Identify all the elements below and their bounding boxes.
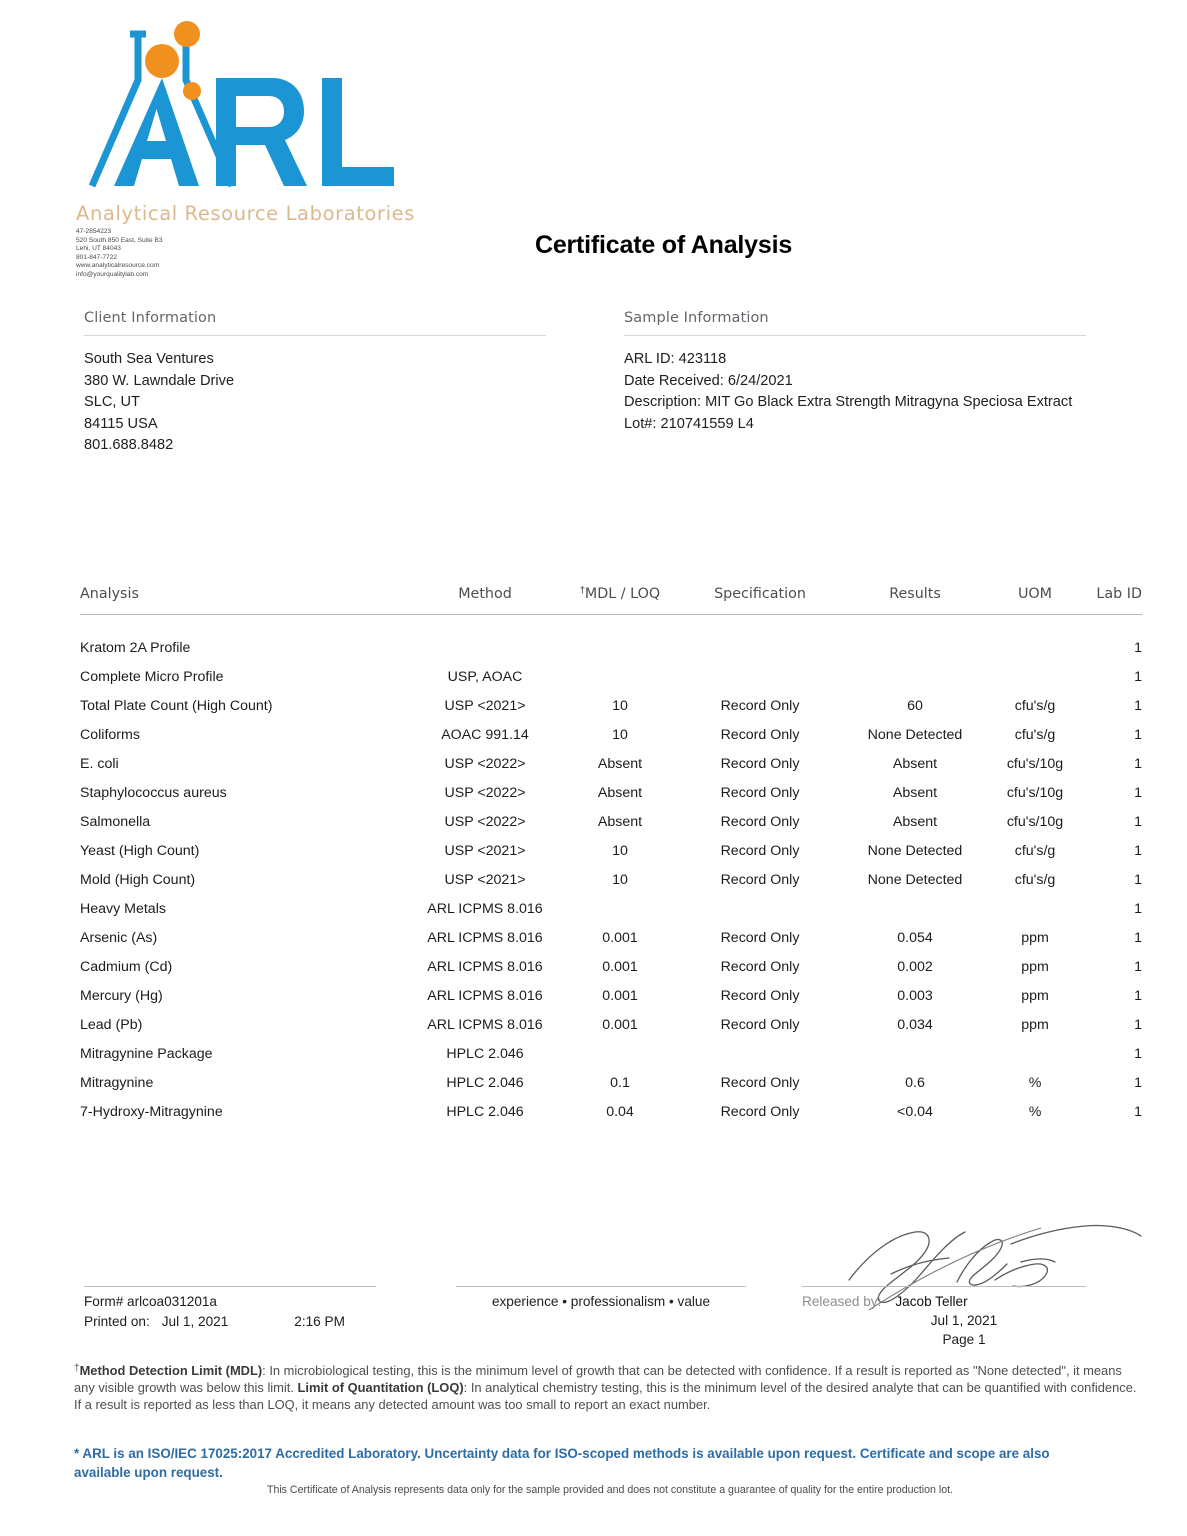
cell-results: 0.002 — [897, 958, 933, 975]
cell-results: 0.034 — [897, 1016, 933, 1033]
cell-uom: cfu's/g — [1014, 697, 1056, 714]
footer-release-block — [802, 1286, 1086, 1347]
cell-lab-id: 1 — [1134, 697, 1142, 714]
page-number: Page 1 — [942, 1332, 986, 1347]
results-table-body — [80, 615, 1142, 1127]
cell-method: AOAC 991.14 — [441, 726, 529, 743]
column-header-uom: UOM — [990, 585, 1080, 615]
table-row — [80, 865, 1142, 894]
cell-uom: ppm — [1021, 929, 1049, 946]
footer-release-divider — [802, 1286, 1086, 1287]
cell-specification: Record Only — [720, 697, 800, 714]
cell-results: None Detected — [867, 726, 963, 743]
cell-results: None Detected — [867, 842, 963, 859]
cell-uom: cfu's/g — [1014, 871, 1056, 888]
client-information-body — [84, 336, 546, 457]
client-phone: 801.688.8482 — [84, 437, 174, 453]
cell-analysis: Mitragynine Package — [80, 1045, 213, 1062]
cell-mdl-loq: 0.001 — [602, 1016, 638, 1033]
column-header-mdl-loq-text: MDL / LOQ — [584, 586, 661, 602]
cell-method: HPLC 2.046 — [446, 1074, 524, 1091]
cell-lab-id: 1 — [1134, 1074, 1142, 1091]
table-row — [80, 691, 1142, 720]
client-information-panel — [84, 310, 546, 457]
cell-mdl-loq: 0.001 — [602, 958, 638, 975]
cell-mdl-loq — [560, 1039, 680, 1068]
sample-information-heading: Sample Information — [624, 310, 1086, 336]
footer-form-block — [84, 1286, 376, 1329]
cell-specification: Record Only — [720, 1103, 800, 1120]
cell-mdl-loq — [560, 615, 680, 663]
table-row — [80, 836, 1142, 865]
cell-mdl-loq: 10 — [612, 842, 628, 859]
cell-specification — [680, 662, 840, 691]
cell-uom: ppm — [1021, 987, 1049, 1004]
cell-specification: Record Only — [720, 842, 800, 859]
cell-mdl-loq: 0.001 — [602, 987, 638, 1004]
cell-lab-id: 1 — [1134, 871, 1142, 888]
cell-uom: cfu's/10g — [1006, 813, 1064, 830]
logo-tagline: Analytical Resource Laboratories — [76, 202, 416, 225]
cell-results: Absent — [892, 813, 938, 830]
client-street: 380 W. Lawndale Drive — [84, 372, 235, 389]
cell-method: ARL ICPMS 8.016 — [427, 958, 543, 975]
cell-analysis: Mitragynine — [80, 1074, 154, 1091]
results-table-header — [80, 585, 1142, 615]
cell-method: USP <2021> — [444, 697, 526, 714]
released-by-row — [802, 1294, 1086, 1309]
legal-definitions — [74, 1360, 1146, 1414]
cell-results — [840, 894, 990, 923]
cell-specification: Record Only — [720, 813, 800, 830]
table-row — [80, 981, 1142, 1010]
bubble-icon-3 — [183, 82, 201, 100]
cell-uom: % — [1028, 1074, 1042, 1091]
cell-specification: Record Only — [720, 1074, 800, 1091]
table-row — [80, 778, 1142, 807]
cell-analysis: E. coli — [80, 755, 119, 772]
address-line-1: 47-2854223 — [76, 228, 112, 235]
cell-method: USP <2022> — [444, 784, 526, 801]
cell-specification — [680, 894, 840, 923]
address-line-2: 520 South 850 East, Suite B3 — [76, 236, 163, 244]
address-email: info@yourqualitylab.com — [76, 270, 149, 278]
column-header-lab-id: Lab ID — [1080, 585, 1142, 615]
cell-results: Absent — [892, 755, 938, 772]
cell-analysis: Yeast (High Count) — [80, 842, 200, 859]
client-name: South Sea Ventures — [84, 351, 214, 367]
cell-lab-id: 1 — [1134, 1045, 1142, 1062]
mdl-definition: : In microbiological testing, this is the minimum level of growth that can be detected with confidence. If a result is reported as "None detected", it means any visible growth was below this limit. — [74, 1363, 1122, 1396]
cell-specification: Record Only — [720, 929, 800, 946]
cell-analysis: Salmonella — [80, 813, 151, 830]
table-row — [80, 662, 1142, 691]
cell-uom: cfu's/10g — [1006, 784, 1064, 801]
client-information-heading: Client Information — [84, 310, 546, 336]
sample-arl-id: ARL ID: 423118 — [624, 351, 727, 367]
cell-analysis: Mercury (Hg) — [80, 987, 163, 1004]
table-row — [80, 615, 1142, 663]
printed-on-time: 2:16 PM — [294, 1314, 345, 1329]
cell-uom — [990, 894, 1080, 923]
cell-specification: Record Only — [720, 1016, 800, 1033]
cell-specification: Record Only — [720, 958, 800, 975]
cell-mdl-loq: 10 — [612, 697, 628, 714]
table-row — [80, 807, 1142, 836]
footer-form-divider — [84, 1286, 376, 1287]
printed-on-date: Jul 1, 2021 — [161, 1314, 229, 1329]
sample-lot-number: Lot#: 210741559 L4 — [624, 415, 754, 432]
cell-lab-id: 1 — [1134, 784, 1142, 801]
table-row — [80, 749, 1142, 778]
loq-term: Limit of Quantitation (LOQ) — [297, 1380, 464, 1396]
cell-results: <0.04 — [897, 1103, 933, 1120]
form-number: Form# arlcoa031201a — [84, 1294, 217, 1309]
cell-lab-id: 1 — [1134, 639, 1142, 656]
sample-description: Description: MIT Go Black Extra Strength Mitragyna Speciosa Extract — [624, 394, 1073, 410]
page-title: Certificate of Analysis — [534, 231, 793, 259]
cell-analysis: Total Plate Count (High Count) — [80, 697, 273, 714]
cell-lab-id: 1 — [1134, 755, 1142, 772]
table-row — [80, 1068, 1142, 1097]
cell-analysis: Kratom 2A Profile — [80, 639, 191, 656]
cell-method — [410, 615, 560, 663]
cell-lab-id: 1 — [1134, 813, 1142, 830]
cell-specification: Record Only — [720, 755, 800, 772]
cell-mdl-loq — [560, 662, 680, 691]
footer-motto-block — [456, 1286, 746, 1309]
cell-lab-id: 1 — [1134, 1103, 1142, 1120]
cell-mdl-loq: 10 — [612, 871, 628, 888]
cell-results: Absent — [892, 784, 938, 801]
production-lot-note: This Certificate of Analysis represents data only for the sample provided and does not constitute a guarantee of quality for the entire production lot. — [266, 1484, 954, 1496]
released-by-name: Jacob Teller — [895, 1294, 968, 1309]
cell-mdl-loq: Absent — [597, 755, 643, 772]
cell-specification — [680, 615, 840, 663]
cell-lab-id: 1 — [1134, 726, 1142, 743]
cell-results: 0.003 — [897, 987, 933, 1004]
printed-on-label: Printed on: — [84, 1314, 150, 1329]
cell-mdl-loq: 0.001 — [602, 929, 638, 946]
cell-analysis: Arsenic (As) — [80, 929, 158, 946]
results-table — [80, 585, 1142, 1126]
cell-method: USP, AOAC — [447, 668, 523, 685]
column-header-mdl-loq — [560, 585, 680, 615]
cell-results — [840, 615, 990, 663]
cell-analysis: Coliforms — [80, 726, 140, 743]
cell-method: USP <2021> — [444, 842, 526, 859]
column-header-analysis: Analysis — [80, 585, 410, 615]
cell-analysis: Cadmium (Cd) — [80, 958, 173, 975]
cell-specification: Record Only — [720, 987, 800, 1004]
address-website: www.analyticalresource.com — [76, 262, 160, 270]
cell-method: ARL ICPMS 8.016 — [427, 1016, 543, 1033]
cell-uom: ppm — [1021, 1016, 1049, 1033]
sample-information-panel — [624, 310, 1086, 435]
cell-lab-id: 1 — [1134, 900, 1142, 917]
column-header-results: Results — [840, 585, 990, 615]
cell-uom — [990, 1039, 1080, 1068]
table-header-row — [80, 585, 1142, 615]
printed-on-row — [84, 1314, 376, 1329]
released-date: Jul 1, 2021 — [930, 1313, 998, 1328]
legal-dagger-icon: † — [74, 1363, 80, 1374]
cell-method: HPLC 2.046 — [446, 1103, 524, 1120]
released-by-label: Released by: — [802, 1294, 882, 1309]
address-phone: 801-847-7722 — [76, 253, 118, 261]
cell-lab-id: 1 — [1134, 1016, 1142, 1033]
cell-method: ARL ICPMS 8.016 — [427, 929, 543, 946]
cell-method: ARL ICPMS 8.016 — [427, 987, 543, 1004]
cell-uom — [990, 615, 1080, 663]
cell-analysis: Lead (Pb) — [80, 1016, 143, 1033]
cell-results: 0.6 — [905, 1074, 925, 1091]
cell-lab-id: 1 — [1134, 842, 1142, 859]
column-header-specification: Specification — [680, 585, 840, 615]
cell-method: ARL ICPMS 8.016 — [427, 900, 543, 917]
cell-uom: % — [1028, 1103, 1042, 1120]
sample-information-body — [624, 336, 1086, 435]
cell-mdl-loq: 0.04 — [606, 1103, 634, 1120]
cell-mdl-loq — [560, 894, 680, 923]
cell-analysis: Heavy Metals — [80, 900, 166, 917]
cell-method: USP <2022> — [444, 813, 526, 830]
client-city-state: SLC, UT — [84, 394, 140, 410]
address-line-3: Lehi, UT 84043 — [76, 245, 121, 253]
loq-definition: : In analytical chemistry testing, this is the minimum level of the desired analyte that can be quantified with confidence. If a result is reported as less than LOQ, it means any detected amount was too small to report an exact number. — [74, 1380, 1137, 1413]
cell-results — [840, 662, 990, 691]
cell-specification — [680, 1039, 840, 1068]
cell-lab-id: 1 — [1134, 929, 1142, 946]
bubble-icon-2 — [145, 44, 179, 78]
cell-uom — [990, 662, 1080, 691]
cell-method: USP <2022> — [444, 755, 526, 772]
cell-method: USP <2021> — [444, 871, 526, 888]
company-motto: experience • professionalism • value — [491, 1294, 711, 1309]
cell-specification: Record Only — [720, 726, 800, 743]
cell-mdl-loq: 0.1 — [610, 1074, 630, 1091]
cell-results — [840, 1039, 990, 1068]
bubble-icon-1 — [174, 21, 200, 47]
cell-uom: ppm — [1021, 958, 1049, 975]
cell-specification: Record Only — [720, 784, 800, 801]
cell-uom: cfu's/10g — [1006, 755, 1064, 772]
table-row — [80, 720, 1142, 749]
column-header-method: Method — [410, 585, 560, 615]
cell-lab-id: 1 — [1134, 668, 1142, 685]
cell-mdl-loq: Absent — [597, 784, 643, 801]
cell-uom: cfu's/g — [1014, 842, 1056, 859]
cell-specification: Record Only — [720, 871, 800, 888]
cell-results: None Detected — [867, 871, 963, 888]
mdl-term: Method Detection Limit (MDL) — [79, 1363, 263, 1378]
cell-results: 60 — [907, 697, 923, 714]
table-row — [80, 1039, 1142, 1068]
cell-analysis: 7-Hydroxy-Mitragynine — [80, 1103, 223, 1120]
cell-method: HPLC 2.046 — [446, 1045, 524, 1062]
arl-wordmark-icon — [76, 18, 406, 208]
table-row — [80, 1097, 1142, 1126]
table-row — [80, 1010, 1142, 1039]
cell-analysis: Mold (High Count) — [80, 871, 196, 888]
arl-logo-mark — [76, 18, 406, 208]
table-row — [80, 923, 1142, 952]
sample-date-received: Date Received: 6/24/2021 — [624, 372, 793, 389]
cell-lab-id: 1 — [1134, 958, 1142, 975]
cell-mdl-loq: 10 — [612, 726, 628, 743]
client-zip-country: 84115 USA — [84, 415, 158, 432]
cell-results: 0.054 — [897, 929, 933, 946]
cell-analysis: Complete Micro Profile — [80, 668, 224, 685]
table-row — [80, 894, 1142, 923]
cell-mdl-loq: Absent — [597, 813, 643, 830]
footer-motto-divider — [456, 1286, 746, 1287]
cell-lab-id: 1 — [1134, 987, 1142, 1004]
cell-uom: cfu's/g — [1014, 726, 1056, 743]
dagger-icon: † — [579, 585, 585, 596]
table-row — [80, 952, 1142, 981]
cell-analysis: Staphylococcus aureus — [80, 784, 227, 801]
iso-accreditation-note: * ARL is an ISO/IEC 17025:2017 Accredited Laboratory. Uncertainty data for ISO-scoped methods is available upon request. Certificate and scope are also available upon request. — [74, 1446, 1050, 1480]
